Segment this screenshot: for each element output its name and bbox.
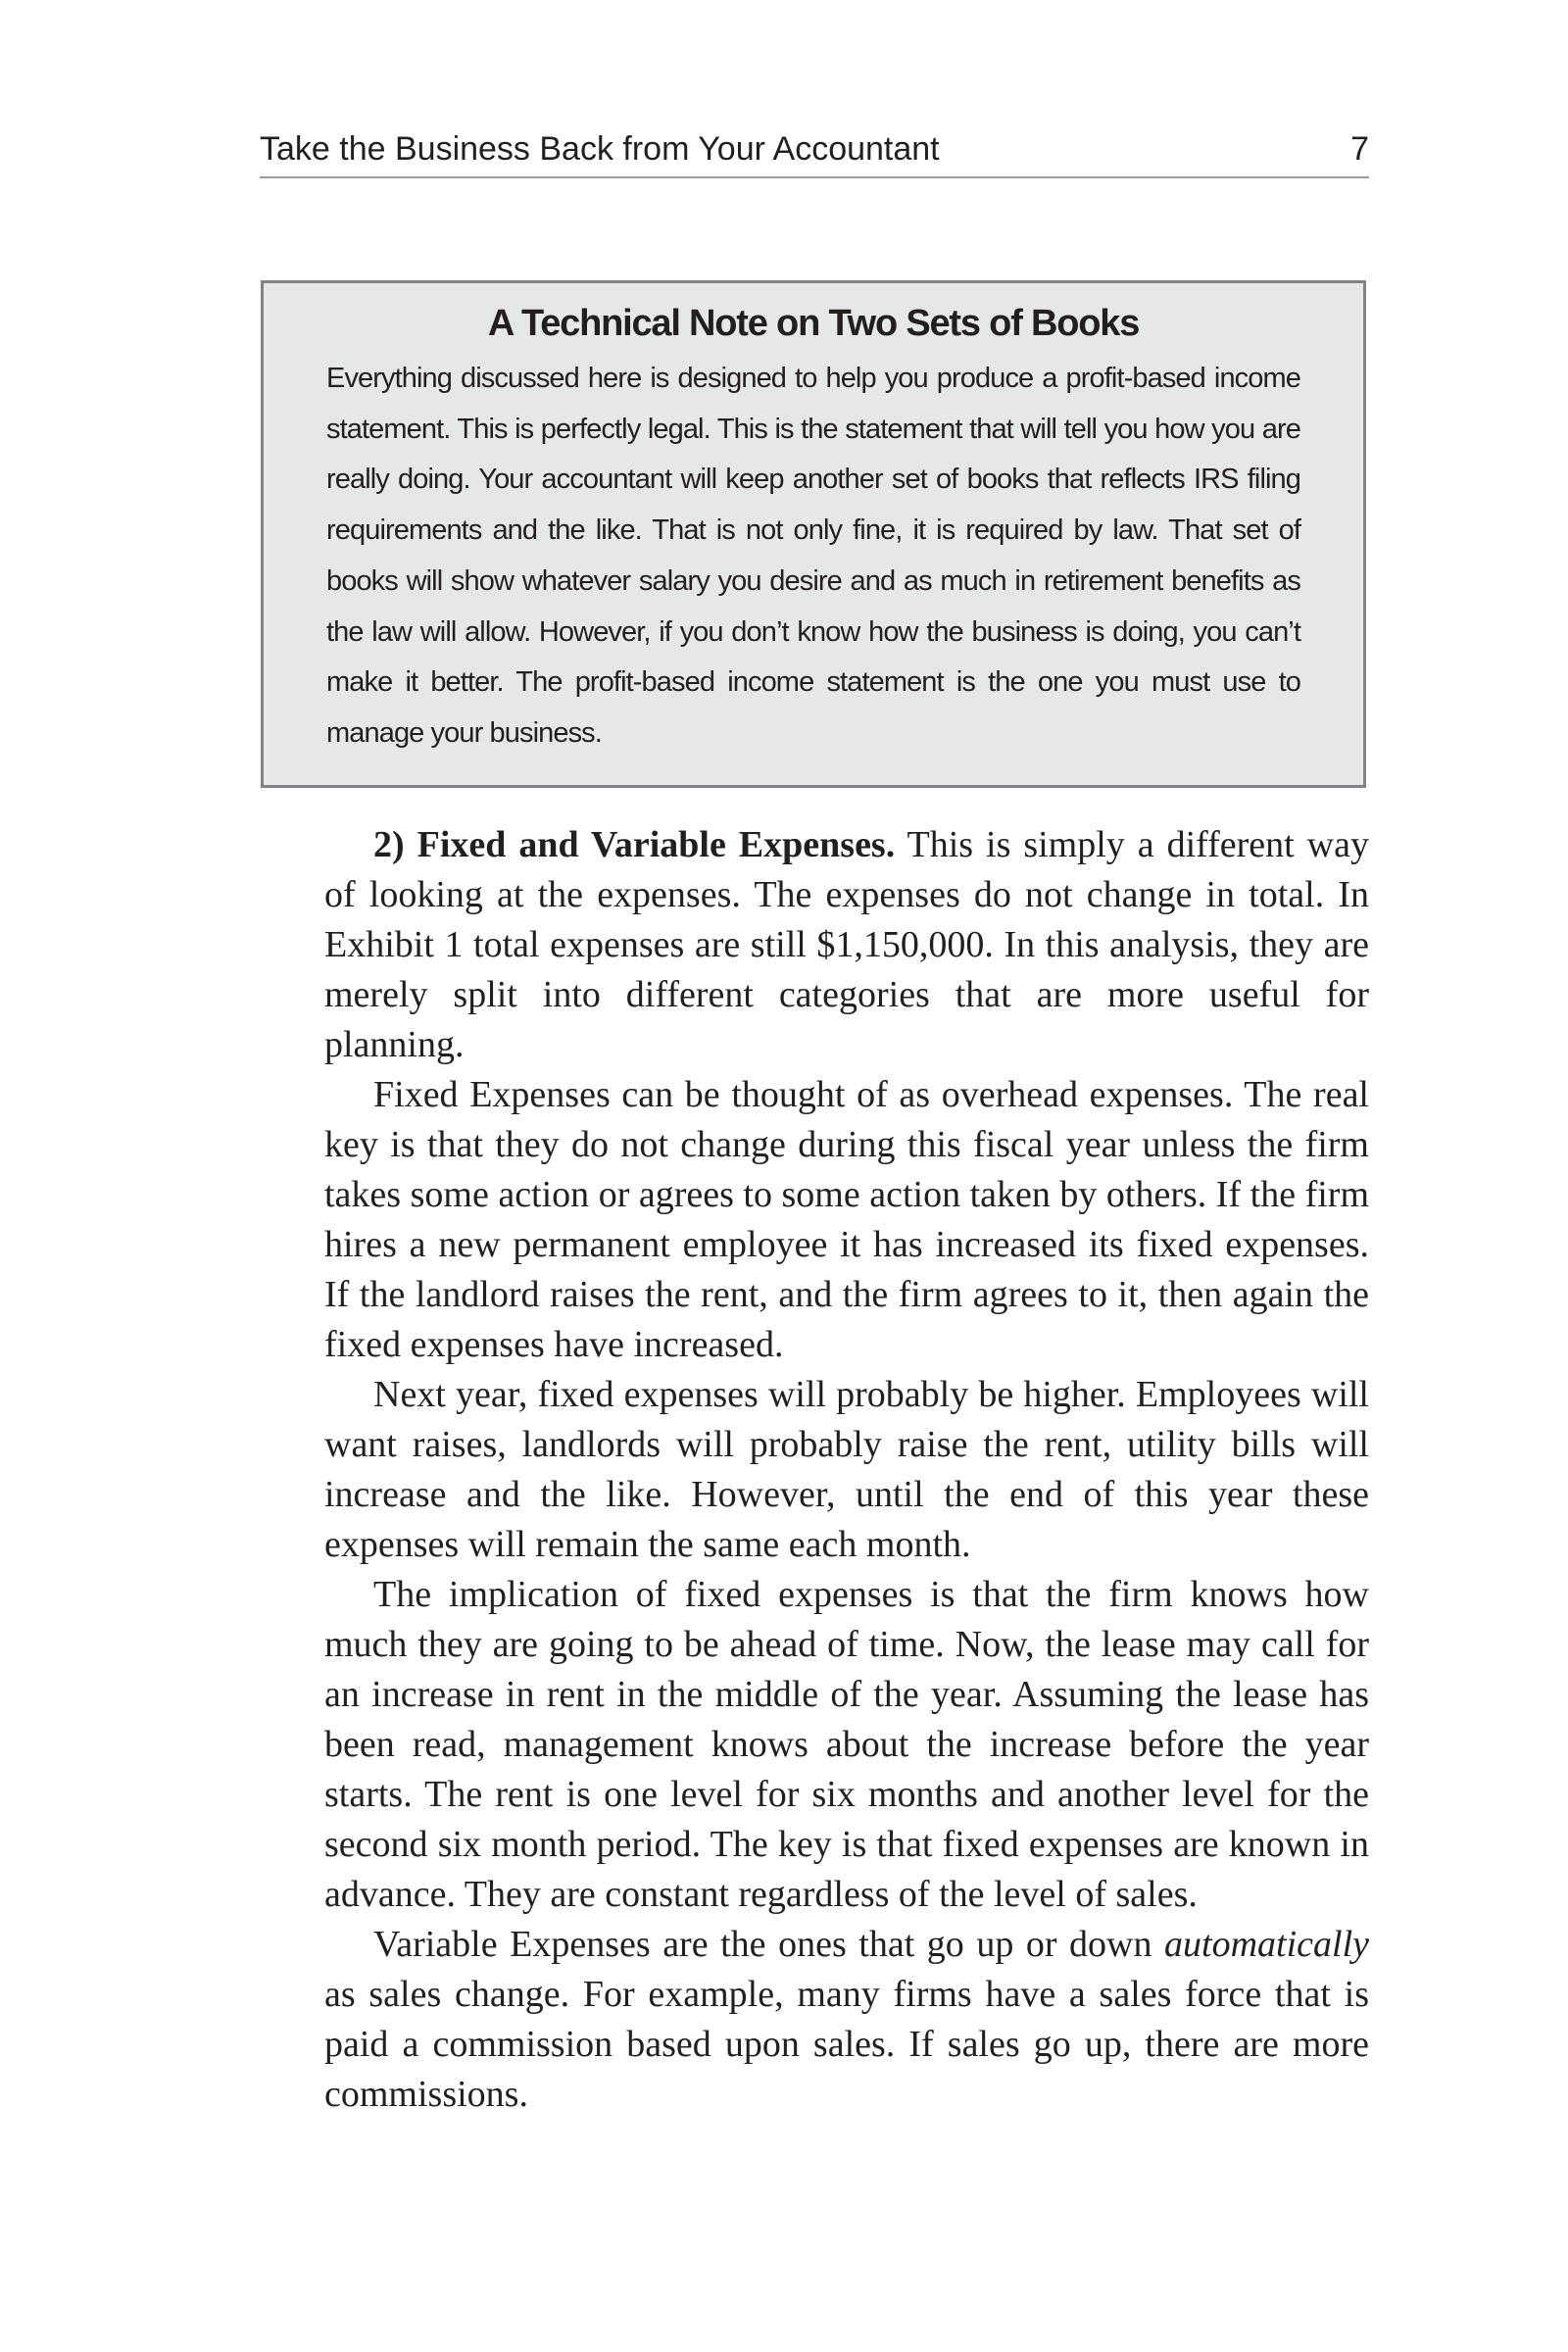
paragraph-text: as sales change. For example, many firms have a sales force that is paid a commission based upon sales. If sales go up, there are more commissions.: [324, 1974, 1369, 2115]
paragraph-next-year: Next year, fixed expenses will probably be higher. Employees will want raises, landlords will probably raise the rent, utility bills will increase and the like. However, until the end of this year these expenses will remain the same each month.: [324, 1374, 1369, 1565]
technical-note-text: Everything discussed here is designed to help you produce a profit-based income statement. This is perfectly legal. This is the statement that will tell you how you are really doing. Your accountant will keep another set of books that reflects IRS filing requirements and the like. That is not only fine, it is required by law. That set of books will show whatever salary you desire and as much in retirement benefits as the law will allow. However, if you don’t know how the business is doing, you can’t make it better. The profit-based income statement is the one you must use to manage your business.: [326, 363, 1300, 749]
body-text: [324, 820, 1369, 2120]
paragraph-fixed-expenses: Fixed Expenses can be thought of as overhead expenses. The real key is that they do not change during this fiscal year unless the firm takes some action or agrees to some action taken by others. If the firm hires a new permanent employee it has increased its fixed expenses. If the landlord raises the rent, and the firm agrees to it, then again the fixed expenses have increased.: [324, 1074, 1369, 1365]
section-heading: 2) Fixed and Variable Expenses.: [373, 824, 896, 865]
running-header: [260, 125, 1369, 178]
paragraph-fixed-variable: [324, 820, 1369, 1070]
running-title: Take the Business Back from Your Accountant: [260, 130, 940, 168]
emphasis-automatically: automatically: [1164, 1924, 1369, 1965]
technical-note-box: [261, 280, 1366, 788]
page-number: 7: [1350, 130, 1369, 168]
paragraph-implication: The implication of fixed expenses is that the firm knows how much they are going to be ahead of time. Now, the lease may call for an increase in rent in the middle of the year. Assuming the lease has been read, management knows about the increase before the year starts. The rent is one level for six months and another level for the second six month period. The key is that fixed expenses are known in advance. They are constant regardless of the level of sales.: [324, 1574, 1369, 1915]
technical-note-heading: A Technical Note on Two Sets of Books: [487, 303, 1140, 344]
paragraph-variable-expenses: [324, 1920, 1369, 2120]
paragraph-text: Variable Expenses are the ones that go up or down: [373, 1924, 1165, 1965]
paragraph-text: This is simply a different way of looking at the expenses. The expenses do not change in total. In Exhibit 1 total expenses are still $1,150,000. In this analysis, they are merely split into different categories that are more useful for planning.: [324, 824, 1369, 1065]
